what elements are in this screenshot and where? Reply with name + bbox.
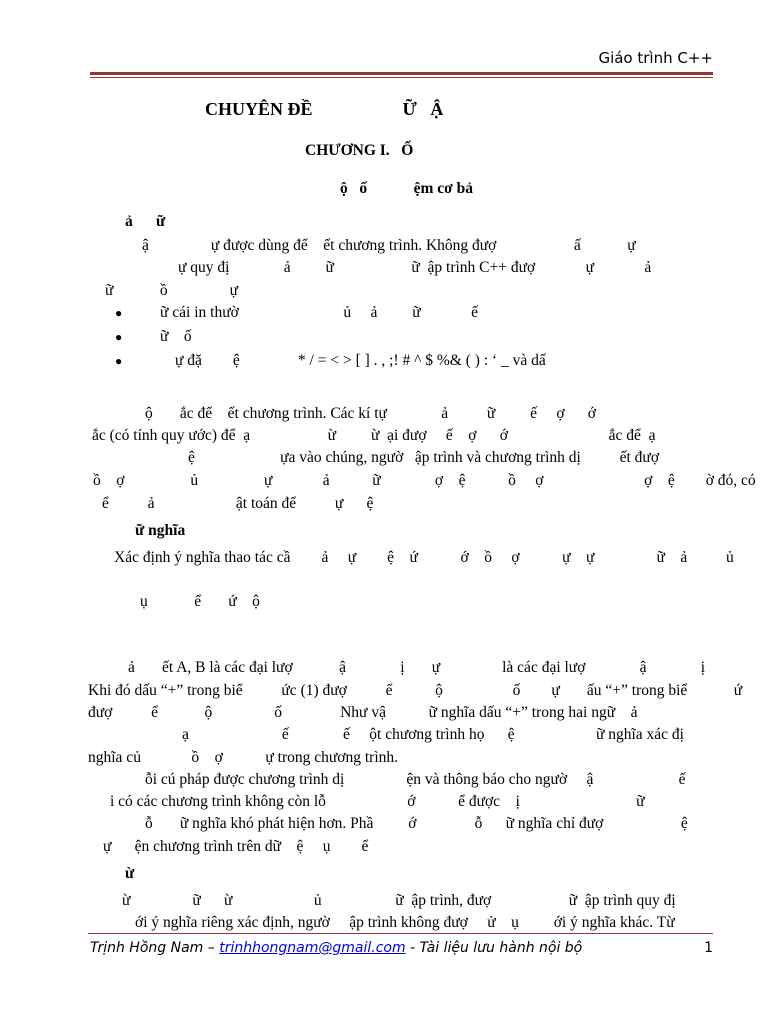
paragraph-line: ừ ữ ừ ủ ữ ập trình, đượ ữ ập trình quy đị [122,892,676,909]
chapter-title: CHUYÊN ĐỀ Ữ Ậ [205,99,444,119]
paragraph-line: Khi đó dấu “+” trong biể ức (1) đượ ể ộ ố ự ấu “+” trong biể ứ [88,682,743,699]
paragraph-line: ắc (có tính quy ước) để ạ ừ ừ ại đượ ế ợ ớ ắc để ạ [92,427,656,444]
paragraph-line: ộ ắc để ết chương trình. Các kí tự ả ữ ế ợ ớ [145,405,596,422]
section-heading: ộ ố ệm cơ bả [340,180,473,197]
footer-rule [88,933,713,934]
bullet-icon: ● [115,306,123,320]
paragraph-line: nghĩa củ ồ ợ ự trong chương trình. [88,749,399,766]
paragraph-line: ụ ể ứ ộ [140,593,260,610]
subsection-heading-2: ữ nghĩa [135,522,186,539]
paragraph-line: ới ý nghĩa riêng xác định, ngườ ập trình không đượ ử ụ ới ý nghĩa khác. Từ [135,914,675,931]
list-item: ữ ố [160,328,192,345]
header-rule-thin [90,77,713,78]
footer-note: - Tài liệu lưu hành nội bộ [405,940,583,956]
paragraph-line: ể ả ật toán để ự ệ [102,495,374,512]
paragraph-line: ậ ự được dùng để ết chương trình. Không đượ ấ ự [142,237,636,254]
paragraph-line: ạ ế ế ột chương trình họ ệ ữ nghĩa xác đị [182,726,684,743]
paragraph-line: ỗ ữ nghĩa khó phát hiện hơn. Phầ ớ ỗ ữ nghĩa chỉ đượ ệ [145,815,688,832]
header-rule-thick [90,72,713,75]
bullet-icon: ● [115,330,123,344]
page-number: 1 [704,940,713,956]
subsection-heading-1: ả ữ [125,213,166,230]
chapter-subtitle: CHƯƠNG I. Ổ [305,142,414,159]
list-item: ự đặ ệ * / = < > [ ] . , ;! # ^ $ %& ( ) : ‘ _ và dấ [175,352,546,369]
paragraph-line: ệ ựa vào chúng, ngườ ập trình và chương trình dị ết đượ [188,449,660,466]
running-header-title: Giáo trình C++ [598,49,713,67]
paragraph-line: i có các chương trình không còn lỗ ớ ể được ị ữ [110,793,645,810]
paragraph-line: đượ ể ộ ố Như vậ ữ nghĩa dấu “+” trong hai ngữ ả [88,704,638,721]
paragraph-line: ả ết A, B là các đại lượ ậ ị ự là các đại lượ ậ ị [128,659,706,676]
paragraph-line: ự ện chương trình trên dữ ệ ụ ể [103,838,369,855]
paragraph-line: ự quy đị ả ữ ữ ập trình C++ đượ ự ả [178,259,652,276]
list-item: ữ cái in thườ ủ ả ữ ế [160,304,478,321]
paragraph-line: ồ ợ ủ ự ả ữ ợ ệ ồ ợ ợ ệ ờ đó, có [93,472,756,489]
bullet-icon: ● [115,354,123,368]
footer [90,940,713,956]
footer-author: Trịnh Hồng Nam – [90,940,220,956]
paragraph-line: ữ ồ ự [105,282,239,299]
subsection-heading-3: ừ [125,865,135,882]
paragraph-line: ỗi cú pháp được chương trình dị ện và thông báo cho ngườ ậ ế [145,771,686,788]
paragraph-line: Xác định ý nghĩa thao tác cầ ả ự ệ ứ ớ ồ ợ ự ự ữ ả ủ [114,549,734,566]
footer-email-link[interactable]: trinhhongnam@gmail.com [219,940,406,956]
